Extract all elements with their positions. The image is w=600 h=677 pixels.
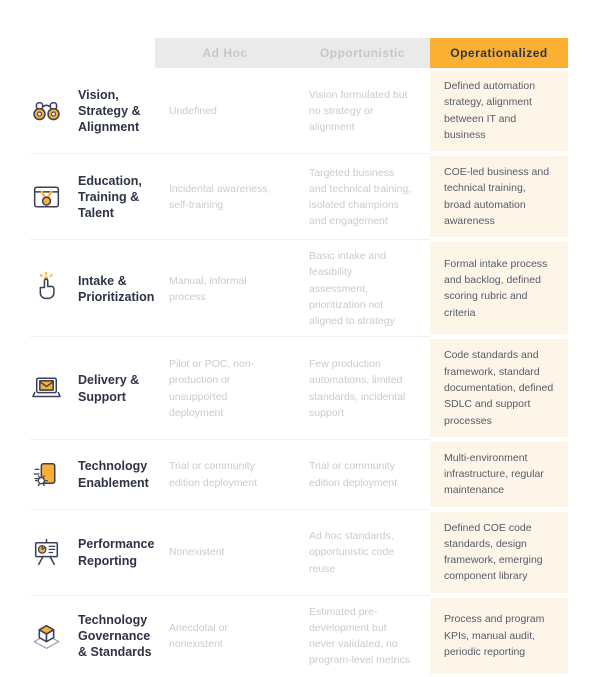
table-row <box>0 240 568 337</box>
cell-ad-hoc: Anecdotal or nonexistent <box>169 621 228 651</box>
table-row <box>0 337 568 439</box>
cell-ad-hoc: Nonexistent <box>169 546 225 559</box>
cell-operationalized: Formal intake process and backlog, defined scoring rubric and criteria <box>430 242 568 334</box>
cell-ad-hoc: Incidental awareness, self-training <box>169 182 271 212</box>
cell-operationalized: COE-led business and technical training, broad automation awareness <box>430 156 568 237</box>
award-window-icon <box>27 179 65 216</box>
tap-select-icon <box>27 270 65 307</box>
presentation-chart-icon <box>27 534 65 571</box>
binoculars-icon <box>27 93 65 130</box>
table-row <box>0 68 568 154</box>
cell-opportunistic: Targeted business and technical training, isolated champions and engagement <box>309 166 412 228</box>
row-label: Technology Governance & Standards <box>78 612 152 660</box>
row-label: Performance Reporting <box>78 537 155 568</box>
column-header-row <box>0 38 568 68</box>
row-label: Technology Enablement <box>78 459 149 490</box>
row-label: Vision, Strategy & Alignment <box>78 87 141 135</box>
table-row <box>0 596 568 677</box>
cell-opportunistic: Estimated pre-development but never validated, no program-level metrics <box>309 605 410 667</box>
document-gear-icon <box>27 456 65 493</box>
row-label: Delivery & Support <box>78 373 140 404</box>
maturity-matrix-table <box>0 38 568 677</box>
cell-operationalized: Process and program KPIs, manual audit, periodic reporting <box>430 598 568 674</box>
column-header-opportunistic: Opportunistic <box>295 38 430 68</box>
table-row <box>0 440 568 510</box>
laptop-delivery-icon <box>27 370 65 407</box>
cell-operationalized: Defined COE code standards, design framework, emerging component library <box>430 512 568 593</box>
cell-opportunistic: Ad hoc standards, opportunistic code reuse <box>309 530 395 575</box>
table-row <box>0 154 568 240</box>
cell-ad-hoc: Pilot or POC, non-production or unsupported deployment <box>169 358 255 419</box>
header-spacer <box>0 38 155 68</box>
cell-operationalized: Code standards and framework, standard documentation, defined SDLC and support processes <box>430 339 568 436</box>
row-label: Intake & Prioritization <box>78 273 155 304</box>
table-row <box>0 510 568 596</box>
row-label: Education, Training & Talent <box>78 173 142 221</box>
cell-ad-hoc: Undefined <box>169 104 217 117</box>
cell-ad-hoc: Trial or community edition deployment <box>169 460 258 489</box>
cell-opportunistic: Vision formulated but no strategy or alignment <box>309 88 408 134</box>
column-header-operationalized: Operationalized <box>430 38 568 68</box>
column-header-ad-hoc: Ad Hoc <box>155 38 295 68</box>
cell-opportunistic: Basic intake and feasibility assessment, prioritization not aligned to strategy <box>309 250 395 328</box>
cell-opportunistic: Few production automations, limited standards, incidental support <box>309 358 406 419</box>
cell-operationalized: Multi-environment infrastructure, regular maintenance <box>430 442 568 507</box>
cube-icon <box>27 618 65 655</box>
cell-operationalized: Defined automation strategy, alignment between IT and business <box>430 70 568 151</box>
cell-ad-hoc: Manual, informal process <box>169 274 247 303</box>
cell-opportunistic: Trial or community edition deployment <box>309 460 398 489</box>
